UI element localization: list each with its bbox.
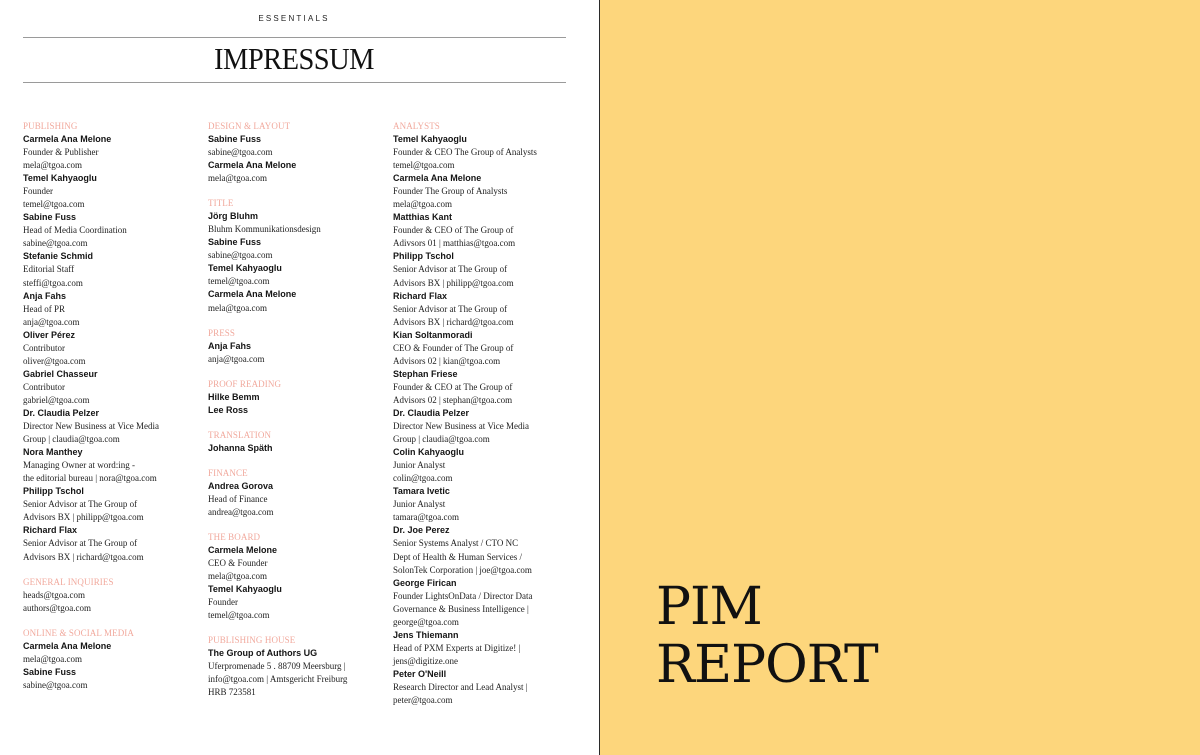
person-detail: Founder & Publisher xyxy=(23,147,99,158)
person-detail: Group | claudia@tgoa.com xyxy=(23,434,120,445)
person-detail: Founder xyxy=(23,186,53,197)
person-name: Kian Soltanmoradi xyxy=(393,329,473,340)
page-title: IMPRESSUM xyxy=(214,41,374,76)
person-detail: peter@tgoa.com xyxy=(393,695,453,706)
person-name: George Firican xyxy=(393,577,457,588)
person-detail: Director New Business at Vice Media xyxy=(23,421,160,432)
person-name: Temel Kahyaoglu xyxy=(208,263,282,274)
person-detail: sabine@tgoa.com xyxy=(208,147,273,158)
cover-page xyxy=(600,0,1200,755)
person-name: Carmela Ana Melone xyxy=(208,160,297,171)
person-detail: info@tgoa.com | Amtsgericht Freiburg xyxy=(208,674,348,685)
credit-group xyxy=(23,576,198,615)
person-name: Dr. Claudia Pelzer xyxy=(393,407,470,418)
cover-title-line-2: REPORT xyxy=(656,635,878,695)
credit-group xyxy=(208,327,383,366)
person-detail: Head of PXM Experts at Digitize! | xyxy=(393,642,521,653)
section-label: ESSENTIALS xyxy=(258,14,330,23)
person-name: Hilke Bemm xyxy=(208,391,260,402)
person-detail: heads@tgoa.com xyxy=(23,589,86,600)
person-name: Peter O'Neill xyxy=(393,668,447,679)
credit-group xyxy=(393,120,583,707)
person-name: Gabriel Chasseur xyxy=(23,368,98,379)
group-heading: TITLE xyxy=(208,198,234,209)
group-heading: ANALYSTS xyxy=(393,121,440,131)
cover-title xyxy=(656,578,878,694)
person-name: Stephan Friese xyxy=(393,368,458,379)
person-name: Dr. Claudia Pelzer xyxy=(23,407,100,418)
person-detail: Uferpromenade 5 . 88709 Meersburg | xyxy=(208,661,346,672)
person-detail: Founder & CEO at The Group of xyxy=(393,381,513,392)
person-detail: Adivsors 01 | matthias@tgoa.com xyxy=(393,238,516,249)
person-detail: the editorial bureau | nora@tgoa.com xyxy=(23,473,157,484)
person-detail: anja@tgoa.com xyxy=(208,353,265,364)
person-detail: Contributor xyxy=(23,381,65,392)
person-name: Jörg Bluhm xyxy=(208,211,259,222)
person-name: Anja Fahs xyxy=(208,340,252,351)
person-detail: mela@tgoa.com xyxy=(23,653,83,664)
person-name: Oliver Pérez xyxy=(23,329,76,340)
person-name: Johanna Späth xyxy=(208,442,273,453)
credit-group xyxy=(208,120,383,185)
person-detail: Advisors BX | philipp@tgoa.com xyxy=(393,277,514,288)
person-name: Richard Flax xyxy=(23,525,78,536)
person-detail: steffi@tgoa.com xyxy=(23,277,83,288)
person-detail: temel@tgoa.com xyxy=(208,610,270,621)
credit-group xyxy=(23,120,198,564)
person-name: Carmela Ana Melone xyxy=(393,173,482,184)
person-detail: mela@tgoa.com xyxy=(208,571,268,582)
person-detail: Head of Media Coordination xyxy=(23,225,127,236)
group-heading: PRESS xyxy=(208,327,236,338)
person-detail: anja@tgoa.com xyxy=(23,316,80,327)
person-detail: Junior Analyst xyxy=(393,499,446,510)
bottom-rule xyxy=(23,82,566,83)
person-detail: Research Director and Lead Analyst | xyxy=(393,681,528,692)
person-detail: Founder & CEO of The Group of xyxy=(393,225,514,236)
person-detail: sabine@tgoa.com xyxy=(23,238,88,249)
person-detail: authors@tgoa.com xyxy=(23,602,92,613)
credits-column-1 xyxy=(23,120,198,704)
person-name: Jens Thiemann xyxy=(393,629,459,640)
person-name: Temel Kahyaoglu xyxy=(393,134,467,144)
person-name: Anja Fahs xyxy=(23,290,67,301)
person-name: Sabine Fuss xyxy=(23,666,77,677)
person-detail: temel@tgoa.com xyxy=(208,276,270,287)
person-detail: Group | claudia@tgoa.com xyxy=(393,434,490,445)
person-detail: Senior Advisor at The Group of xyxy=(23,538,138,549)
credit-group xyxy=(208,378,383,417)
credit-group xyxy=(208,634,383,699)
person-detail: Bluhm Kommunikationsdesign xyxy=(208,224,321,235)
group-heading: DESIGN & LAYOUT xyxy=(208,121,291,131)
person-detail: Editorial Staff xyxy=(23,264,75,275)
person-detail: Founder LightsOnData / Director Data xyxy=(393,590,533,601)
group-heading: THE BOARD xyxy=(208,531,261,542)
person-detail: jens@digitize.one xyxy=(393,655,459,666)
credit-group xyxy=(208,531,383,622)
credit-group xyxy=(208,429,383,455)
person-detail: sabine@tgoa.com xyxy=(208,250,273,261)
person-detail: Dept of Health & Human Services / xyxy=(393,551,522,562)
person-name: Sabine Fuss xyxy=(23,212,77,223)
person-detail: Advisors BX | richard@tgoa.com xyxy=(23,551,144,562)
person-detail: Contributor xyxy=(23,342,65,353)
person-detail: Advisors 02 | kian@tgoa.com xyxy=(393,355,501,366)
person-name: Stefanie Schmid xyxy=(23,251,94,262)
person-detail: Managing Owner at word:ing - xyxy=(23,460,135,471)
group-heading: PROOF READING xyxy=(208,378,282,389)
person-detail: Founder & CEO The Group of Analysts xyxy=(393,147,537,158)
person-detail: CEO & Founder xyxy=(208,557,268,568)
person-detail: mela@tgoa.com xyxy=(208,302,268,313)
person-detail: sabine@tgoa.com xyxy=(23,679,88,690)
person-detail: mela@tgoa.com xyxy=(393,199,453,210)
group-heading: TRANSLATION xyxy=(208,429,272,440)
person-name: Temel Kahyaoglu xyxy=(23,173,97,184)
person-name: Temel Kahyaoglu xyxy=(208,584,282,595)
person-name: Sabine Fuss xyxy=(208,237,262,248)
credits-column-2 xyxy=(208,120,383,711)
person-name: Richard Flax xyxy=(393,290,448,301)
person-detail: SolonTek Corporation | joe@tgoa.com xyxy=(393,564,532,575)
person-detail: Founder xyxy=(208,597,238,608)
person-detail: Junior Analyst xyxy=(393,460,446,471)
person-detail: colin@tgoa.com xyxy=(393,473,453,484)
person-detail: Senior Advisor at The Group of xyxy=(393,303,508,314)
person-name: The Group of Authors UG xyxy=(208,648,318,659)
person-detail: Head of PR xyxy=(23,303,65,314)
person-detail: george@tgoa.com xyxy=(393,616,459,627)
person-name: Philipp Tschol xyxy=(23,486,84,497)
person-name: Lee Ross xyxy=(208,404,249,415)
person-detail: tamara@tgoa.com xyxy=(393,512,460,523)
person-detail: Director New Business at Vice Media xyxy=(393,421,530,432)
credit-group xyxy=(208,467,383,519)
person-detail: andrea@tgoa.com xyxy=(208,506,274,517)
person-name: Carmela Ana Melone xyxy=(208,289,297,300)
group-heading: FINANCE xyxy=(208,467,248,478)
person-detail: CEO & Founder of The Group of xyxy=(393,342,514,353)
group-heading: PUBLISHING HOUSE xyxy=(208,635,296,646)
group-heading: GENERAL INQUIRIES xyxy=(23,576,114,587)
person-detail: Advisors 02 | stephan@tgoa.com xyxy=(393,394,513,405)
person-detail: temel@tgoa.com xyxy=(23,199,85,210)
person-name: Nora Manthey xyxy=(23,447,83,458)
group-heading: ONLINE & SOCIAL MEDIA xyxy=(23,627,135,638)
person-detail: Founder The Group of Analysts xyxy=(393,186,508,197)
person-name: Sabine Fuss xyxy=(208,134,262,144)
person-detail: Head of Finance xyxy=(208,493,268,504)
person-name: Carmela Ana Melone xyxy=(23,640,112,651)
person-detail: mela@tgoa.com xyxy=(23,160,83,171)
top-rule xyxy=(23,37,566,38)
group-heading: PUBLISHING xyxy=(23,121,78,131)
person-name: Tamara Ivetic xyxy=(393,486,450,497)
person-detail: mela@tgoa.com xyxy=(208,173,268,184)
person-detail: temel@tgoa.com xyxy=(393,160,455,171)
person-name: Philipp Tschol xyxy=(393,251,454,262)
credit-group xyxy=(23,627,198,692)
person-name: Carmela Melone xyxy=(208,544,278,555)
person-detail: Senior Advisor at The Group of xyxy=(393,264,508,275)
person-name: Carmela Ana Melone xyxy=(23,134,112,144)
person-detail: gabriel@tgoa.com xyxy=(23,394,90,405)
credits-column-3 xyxy=(393,120,583,719)
person-name: Matthias Kant xyxy=(393,212,453,223)
person-detail: Senior Advisor at The Group of xyxy=(23,499,138,510)
person-name: Andrea Gorova xyxy=(208,480,274,491)
person-detail: oliver@tgoa.com xyxy=(23,355,86,366)
cover-title-line-1: PIM xyxy=(656,577,762,637)
person-detail: Advisors BX | philipp@tgoa.com xyxy=(23,512,144,523)
person-detail: HRB 723581 xyxy=(208,687,256,698)
credit-group xyxy=(208,197,383,314)
person-detail: Governance & Business Intelligence | xyxy=(393,603,529,614)
person-detail: Advisors BX | richard@tgoa.com xyxy=(393,316,514,327)
person-detail: Senior Systems Analyst / CTO NC xyxy=(393,538,519,549)
person-name: Colin Kahyaoglu xyxy=(393,447,465,458)
person-name: Dr. Joe Perez xyxy=(393,525,450,536)
